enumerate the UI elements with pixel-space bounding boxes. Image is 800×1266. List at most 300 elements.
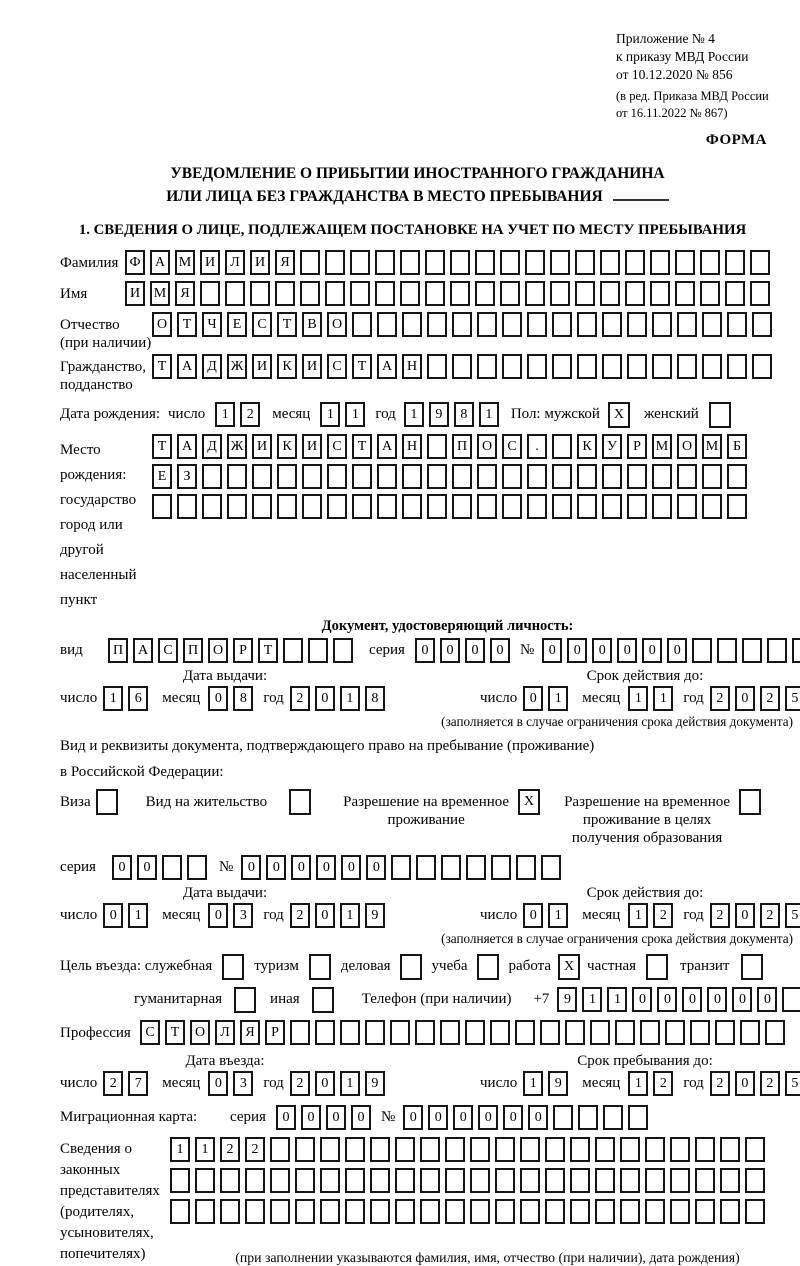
- char-cell[interactable]: 0: [667, 638, 687, 663]
- char-cell[interactable]: 0: [440, 638, 460, 663]
- char-cell[interactable]: [427, 494, 447, 519]
- char-cell[interactable]: 2: [290, 903, 310, 928]
- char-cell[interactable]: О: [327, 312, 347, 337]
- char-cell[interactable]: [152, 494, 172, 519]
- char-cell[interactable]: [440, 1020, 460, 1045]
- char-cell[interactable]: А: [177, 434, 197, 459]
- char-cell[interactable]: [577, 354, 597, 379]
- char-cell[interactable]: [416, 855, 436, 880]
- char-cell[interactable]: [720, 1199, 740, 1224]
- char-cell[interactable]: 0: [316, 855, 336, 880]
- char-cell[interactable]: [602, 312, 622, 337]
- char-cell[interactable]: [177, 494, 197, 519]
- char-cell[interactable]: [420, 1168, 440, 1193]
- char-cell[interactable]: [600, 250, 620, 275]
- char-cell[interactable]: [395, 1199, 415, 1224]
- char-cell[interactable]: 1: [548, 686, 568, 711]
- char-cell[interactable]: [615, 1020, 635, 1045]
- char-cell[interactable]: [220, 1168, 240, 1193]
- char-cell[interactable]: И: [252, 434, 272, 459]
- char-cell[interactable]: Ж: [227, 354, 247, 379]
- char-cell[interactable]: [377, 494, 397, 519]
- char-cell[interactable]: [628, 1105, 648, 1130]
- char-cell[interactable]: Я: [275, 250, 295, 275]
- char-cell[interactable]: [465, 1020, 485, 1045]
- char-cell[interactable]: 1: [628, 903, 648, 928]
- char-cell[interactable]: [495, 1137, 515, 1162]
- char-cell[interactable]: А: [177, 354, 197, 379]
- char-cell[interactable]: [627, 464, 647, 489]
- char-cell[interactable]: [427, 464, 447, 489]
- char-cell[interactable]: [577, 312, 597, 337]
- char-cell[interactable]: [720, 1137, 740, 1162]
- char-cell[interactable]: 0: [415, 638, 435, 663]
- char-cell[interactable]: [475, 281, 495, 306]
- char-cell[interactable]: [700, 281, 720, 306]
- char-cell[interactable]: 2: [710, 903, 730, 928]
- char-cell[interactable]: Т: [277, 312, 297, 337]
- char-cell[interactable]: [320, 1199, 340, 1224]
- char-cell[interactable]: А: [377, 434, 397, 459]
- official-checkbox[interactable]: [222, 954, 244, 980]
- char-cell[interactable]: 2: [103, 1071, 123, 1096]
- char-cell[interactable]: [402, 312, 422, 337]
- char-cell[interactable]: Н: [402, 354, 422, 379]
- char-cell[interactable]: [495, 1168, 515, 1193]
- char-cell[interactable]: 9: [365, 1071, 385, 1096]
- char-cell[interactable]: [350, 250, 370, 275]
- char-cell[interactable]: 0: [503, 1105, 523, 1130]
- char-cell[interactable]: К: [277, 354, 297, 379]
- visa-checkbox[interactable]: [96, 789, 118, 815]
- char-cell[interactable]: [553, 1105, 573, 1130]
- char-cell[interactable]: 5: [785, 1071, 800, 1096]
- char-cell[interactable]: [550, 281, 570, 306]
- char-cell[interactable]: [295, 1199, 315, 1224]
- char-cell[interactable]: [200, 281, 220, 306]
- char-cell[interactable]: [308, 638, 328, 663]
- char-cell[interactable]: Б: [727, 434, 747, 459]
- char-cell[interactable]: [720, 1168, 740, 1193]
- char-cell[interactable]: 0: [567, 638, 587, 663]
- char-cell[interactable]: [695, 1137, 715, 1162]
- char-cell[interactable]: 0: [291, 855, 311, 880]
- char-cell[interactable]: [502, 312, 522, 337]
- char-cell[interactable]: [527, 464, 547, 489]
- char-cell[interactable]: [545, 1168, 565, 1193]
- char-cell[interactable]: [427, 434, 447, 459]
- char-cell[interactable]: 1: [195, 1137, 215, 1162]
- char-cell[interactable]: 0: [208, 1071, 228, 1096]
- char-cell[interactable]: О: [477, 434, 497, 459]
- char-cell[interactable]: Т: [152, 434, 172, 459]
- char-cell[interactable]: [702, 464, 722, 489]
- char-cell[interactable]: [690, 1020, 710, 1045]
- char-cell[interactable]: [450, 281, 470, 306]
- char-cell[interactable]: [502, 464, 522, 489]
- char-cell[interactable]: [677, 494, 697, 519]
- tourism-checkbox[interactable]: [309, 954, 331, 980]
- char-cell[interactable]: 8: [365, 686, 385, 711]
- char-cell[interactable]: 1: [404, 402, 424, 427]
- char-cell[interactable]: [742, 638, 762, 663]
- char-cell[interactable]: [495, 1199, 515, 1224]
- char-cell[interactable]: [620, 1168, 640, 1193]
- char-cell[interactable]: 1: [345, 402, 365, 427]
- char-cell[interactable]: [391, 855, 411, 880]
- char-cell[interactable]: Т: [352, 434, 372, 459]
- char-cell[interactable]: 0: [617, 638, 637, 663]
- char-cell[interactable]: [677, 354, 697, 379]
- char-cell[interactable]: [545, 1199, 565, 1224]
- char-cell[interactable]: [202, 464, 222, 489]
- char-cell[interactable]: 0: [732, 987, 752, 1012]
- char-cell[interactable]: 0: [266, 855, 286, 880]
- char-cell[interactable]: [466, 855, 486, 880]
- char-cell[interactable]: [650, 250, 670, 275]
- char-cell[interactable]: [225, 281, 245, 306]
- char-cell[interactable]: [370, 1199, 390, 1224]
- char-cell[interactable]: 0: [112, 855, 132, 880]
- char-cell[interactable]: [445, 1199, 465, 1224]
- char-cell[interactable]: 0: [490, 638, 510, 663]
- char-cell[interactable]: 9: [365, 903, 385, 928]
- char-cell[interactable]: [245, 1199, 265, 1224]
- char-cell[interactable]: [670, 1168, 690, 1193]
- char-cell[interactable]: [516, 855, 536, 880]
- char-cell[interactable]: О: [677, 434, 697, 459]
- business-checkbox[interactable]: [400, 954, 422, 980]
- char-cell[interactable]: Т: [152, 354, 172, 379]
- char-cell[interactable]: 1: [215, 402, 235, 427]
- char-cell[interactable]: .: [527, 434, 547, 459]
- char-cell[interactable]: [740, 1020, 760, 1045]
- char-cell[interactable]: [552, 434, 572, 459]
- char-cell[interactable]: [702, 312, 722, 337]
- char-cell[interactable]: С: [327, 354, 347, 379]
- char-cell[interactable]: [652, 354, 672, 379]
- char-cell[interactable]: [702, 354, 722, 379]
- char-cell[interactable]: 1: [548, 903, 568, 928]
- char-cell[interactable]: 6: [128, 686, 148, 711]
- char-cell[interactable]: [577, 494, 597, 519]
- char-cell[interactable]: Я: [175, 281, 195, 306]
- char-cell[interactable]: [500, 250, 520, 275]
- char-cell[interactable]: [520, 1199, 540, 1224]
- char-cell[interactable]: Н: [402, 434, 422, 459]
- char-cell[interactable]: [300, 281, 320, 306]
- char-cell[interactable]: М: [150, 281, 170, 306]
- char-cell[interactable]: [552, 494, 572, 519]
- char-cell[interactable]: [750, 281, 770, 306]
- char-cell[interactable]: Р: [233, 638, 253, 663]
- char-cell[interactable]: 0: [528, 1105, 548, 1130]
- char-cell[interactable]: [727, 312, 747, 337]
- char-cell[interactable]: [652, 464, 672, 489]
- char-cell[interactable]: 0: [657, 987, 677, 1012]
- char-cell[interactable]: 0: [366, 855, 386, 880]
- char-cell[interactable]: П: [452, 434, 472, 459]
- char-cell[interactable]: 2: [245, 1137, 265, 1162]
- char-cell[interactable]: [170, 1168, 190, 1193]
- char-cell[interactable]: 2: [220, 1137, 240, 1162]
- char-cell[interactable]: [727, 464, 747, 489]
- char-cell[interactable]: 0: [208, 903, 228, 928]
- char-cell[interactable]: [792, 638, 800, 663]
- char-cell[interactable]: П: [108, 638, 128, 663]
- char-cell[interactable]: [352, 464, 372, 489]
- char-cell[interactable]: [575, 281, 595, 306]
- char-cell[interactable]: 0: [523, 903, 543, 928]
- char-cell[interactable]: [277, 494, 297, 519]
- char-cell[interactable]: 0: [735, 903, 755, 928]
- char-cell[interactable]: [290, 1020, 310, 1045]
- char-cell[interactable]: 3: [233, 1071, 253, 1096]
- char-cell[interactable]: [477, 354, 497, 379]
- char-cell[interactable]: [652, 494, 672, 519]
- char-cell[interactable]: Ж: [227, 434, 247, 459]
- char-cell[interactable]: [600, 281, 620, 306]
- char-cell[interactable]: [475, 250, 495, 275]
- char-cell[interactable]: [525, 281, 545, 306]
- char-cell[interactable]: [162, 855, 182, 880]
- char-cell[interactable]: Р: [627, 434, 647, 459]
- char-cell[interactable]: [652, 312, 672, 337]
- char-cell[interactable]: [427, 312, 447, 337]
- char-cell[interactable]: О: [208, 638, 228, 663]
- char-cell[interactable]: 0: [592, 638, 612, 663]
- char-cell[interactable]: [500, 281, 520, 306]
- char-cell[interactable]: [602, 354, 622, 379]
- char-cell[interactable]: 1: [523, 1071, 543, 1096]
- char-cell[interactable]: [577, 464, 597, 489]
- char-cell[interactable]: И: [200, 250, 220, 275]
- char-cell[interactable]: [702, 494, 722, 519]
- char-cell[interactable]: И: [302, 354, 322, 379]
- char-cell[interactable]: [315, 1020, 335, 1045]
- char-cell[interactable]: [250, 281, 270, 306]
- char-cell[interactable]: [727, 354, 747, 379]
- char-cell[interactable]: 0: [735, 1071, 755, 1096]
- char-cell[interactable]: 0: [315, 1071, 335, 1096]
- char-cell[interactable]: [283, 638, 303, 663]
- char-cell[interactable]: [395, 1168, 415, 1193]
- char-cell[interactable]: Т: [258, 638, 278, 663]
- char-cell[interactable]: З: [177, 464, 197, 489]
- char-cell[interactable]: В: [302, 312, 322, 337]
- char-cell[interactable]: [725, 281, 745, 306]
- char-cell[interactable]: [477, 312, 497, 337]
- char-cell[interactable]: [570, 1168, 590, 1193]
- char-cell[interactable]: С: [327, 434, 347, 459]
- char-cell[interactable]: 2: [653, 903, 673, 928]
- char-cell[interactable]: Р: [265, 1020, 285, 1045]
- char-cell[interactable]: 9: [557, 987, 577, 1012]
- char-cell[interactable]: [650, 281, 670, 306]
- char-cell[interactable]: [645, 1137, 665, 1162]
- char-cell[interactable]: [640, 1020, 660, 1045]
- char-cell[interactable]: 2: [290, 1071, 310, 1096]
- char-cell[interactable]: [625, 281, 645, 306]
- char-cell[interactable]: 0: [707, 987, 727, 1012]
- char-cell[interactable]: [527, 354, 547, 379]
- char-cell[interactable]: О: [152, 312, 172, 337]
- char-cell[interactable]: Д: [202, 434, 222, 459]
- male-checkbox[interactable]: X: [608, 402, 630, 428]
- char-cell[interactable]: [602, 464, 622, 489]
- char-cell[interactable]: А: [377, 354, 397, 379]
- char-cell[interactable]: 0: [137, 855, 157, 880]
- char-cell[interactable]: [370, 1168, 390, 1193]
- private-checkbox[interactable]: [646, 954, 668, 980]
- char-cell[interactable]: [750, 250, 770, 275]
- char-cell[interactable]: Ф: [125, 250, 145, 275]
- char-cell[interactable]: Д: [202, 354, 222, 379]
- char-cell[interactable]: 8: [233, 686, 253, 711]
- char-cell[interactable]: 0: [241, 855, 261, 880]
- char-cell[interactable]: [627, 312, 647, 337]
- char-cell[interactable]: [782, 987, 800, 1012]
- char-cell[interactable]: [202, 494, 222, 519]
- char-cell[interactable]: [420, 1199, 440, 1224]
- char-cell[interactable]: [745, 1137, 765, 1162]
- char-cell[interactable]: [627, 494, 647, 519]
- char-cell[interactable]: [420, 1137, 440, 1162]
- char-cell[interactable]: [345, 1168, 365, 1193]
- char-cell[interactable]: [745, 1168, 765, 1193]
- char-cell[interactable]: [320, 1137, 340, 1162]
- char-cell[interactable]: [375, 250, 395, 275]
- char-cell[interactable]: Л: [225, 250, 245, 275]
- char-cell[interactable]: [340, 1020, 360, 1045]
- char-cell[interactable]: 1: [103, 686, 123, 711]
- study-checkbox[interactable]: [477, 954, 499, 980]
- char-cell[interactable]: 1: [320, 402, 340, 427]
- char-cell[interactable]: [545, 1137, 565, 1162]
- char-cell[interactable]: [302, 494, 322, 519]
- char-cell[interactable]: И: [302, 434, 322, 459]
- char-cell[interactable]: [670, 1199, 690, 1224]
- char-cell[interactable]: [470, 1137, 490, 1162]
- char-cell[interactable]: [445, 1137, 465, 1162]
- char-cell[interactable]: 0: [478, 1105, 498, 1130]
- char-cell[interactable]: 0: [326, 1105, 346, 1130]
- char-cell[interactable]: [402, 464, 422, 489]
- char-cell[interactable]: 0: [341, 855, 361, 880]
- work-checkbox[interactable]: X: [558, 954, 580, 980]
- char-cell[interactable]: Я: [240, 1020, 260, 1045]
- char-cell[interactable]: И: [250, 250, 270, 275]
- char-cell[interactable]: [595, 1137, 615, 1162]
- char-cell[interactable]: [402, 494, 422, 519]
- char-cell[interactable]: [477, 464, 497, 489]
- edu-permit-checkbox[interactable]: [739, 789, 761, 815]
- char-cell[interactable]: [525, 250, 545, 275]
- char-cell[interactable]: 0: [542, 638, 562, 663]
- char-cell[interactable]: [415, 1020, 435, 1045]
- char-cell[interactable]: [645, 1199, 665, 1224]
- char-cell[interactable]: Л: [215, 1020, 235, 1045]
- char-cell[interactable]: [375, 281, 395, 306]
- char-cell[interactable]: К: [577, 434, 597, 459]
- residence-permit-checkbox[interactable]: [289, 789, 311, 815]
- char-cell[interactable]: [552, 312, 572, 337]
- char-cell[interactable]: 0: [103, 903, 123, 928]
- char-cell[interactable]: [527, 494, 547, 519]
- char-cell[interactable]: 0: [276, 1105, 296, 1130]
- char-cell[interactable]: 1: [628, 686, 648, 711]
- char-cell[interactable]: М: [175, 250, 195, 275]
- char-cell[interactable]: 0: [682, 987, 702, 1012]
- char-cell[interactable]: 1: [582, 987, 602, 1012]
- char-cell[interactable]: [675, 281, 695, 306]
- char-cell[interactable]: У: [602, 434, 622, 459]
- char-cell[interactable]: [325, 250, 345, 275]
- char-cell[interactable]: 7: [128, 1071, 148, 1096]
- char-cell[interactable]: [620, 1137, 640, 1162]
- char-cell[interactable]: С: [158, 638, 178, 663]
- char-cell[interactable]: Т: [177, 312, 197, 337]
- char-cell[interactable]: [300, 250, 320, 275]
- char-cell[interactable]: 8: [454, 402, 474, 427]
- char-cell[interactable]: [767, 638, 787, 663]
- char-cell[interactable]: [452, 312, 472, 337]
- char-cell[interactable]: М: [702, 434, 722, 459]
- char-cell[interactable]: [502, 354, 522, 379]
- char-cell[interactable]: 0: [428, 1105, 448, 1130]
- char-cell[interactable]: [350, 281, 370, 306]
- char-cell[interactable]: Ч: [202, 312, 222, 337]
- char-cell[interactable]: [425, 281, 445, 306]
- char-cell[interactable]: [252, 464, 272, 489]
- char-cell[interactable]: 1: [340, 1071, 360, 1096]
- char-cell[interactable]: И: [125, 281, 145, 306]
- char-cell[interactable]: С: [252, 312, 272, 337]
- char-cell[interactable]: [540, 1020, 560, 1045]
- char-cell[interactable]: [570, 1199, 590, 1224]
- char-cell[interactable]: [578, 1105, 598, 1130]
- char-cell[interactable]: [252, 494, 272, 519]
- char-cell[interactable]: [552, 354, 572, 379]
- char-cell[interactable]: [692, 638, 712, 663]
- char-cell[interactable]: [320, 1168, 340, 1193]
- char-cell[interactable]: [677, 464, 697, 489]
- char-cell[interactable]: 3: [233, 903, 253, 928]
- char-cell[interactable]: [425, 250, 445, 275]
- char-cell[interactable]: [452, 354, 472, 379]
- char-cell[interactable]: [745, 1199, 765, 1224]
- char-cell[interactable]: 2: [240, 402, 260, 427]
- char-cell[interactable]: [270, 1168, 290, 1193]
- char-cell[interactable]: [377, 464, 397, 489]
- char-cell[interactable]: 0: [351, 1105, 371, 1130]
- char-cell[interactable]: [227, 494, 247, 519]
- char-cell[interactable]: [450, 250, 470, 275]
- char-cell[interactable]: [725, 250, 745, 275]
- char-cell[interactable]: [752, 354, 772, 379]
- char-cell[interactable]: 0: [301, 1105, 321, 1130]
- char-cell[interactable]: Т: [352, 354, 372, 379]
- char-cell[interactable]: 0: [403, 1105, 423, 1130]
- char-cell[interactable]: [365, 1020, 385, 1045]
- char-cell[interactable]: П: [183, 638, 203, 663]
- char-cell[interactable]: 5: [785, 686, 800, 711]
- char-cell[interactable]: [620, 1199, 640, 1224]
- female-checkbox[interactable]: [709, 402, 731, 428]
- char-cell[interactable]: [452, 494, 472, 519]
- char-cell[interactable]: 0: [523, 686, 543, 711]
- char-cell[interactable]: [220, 1199, 240, 1224]
